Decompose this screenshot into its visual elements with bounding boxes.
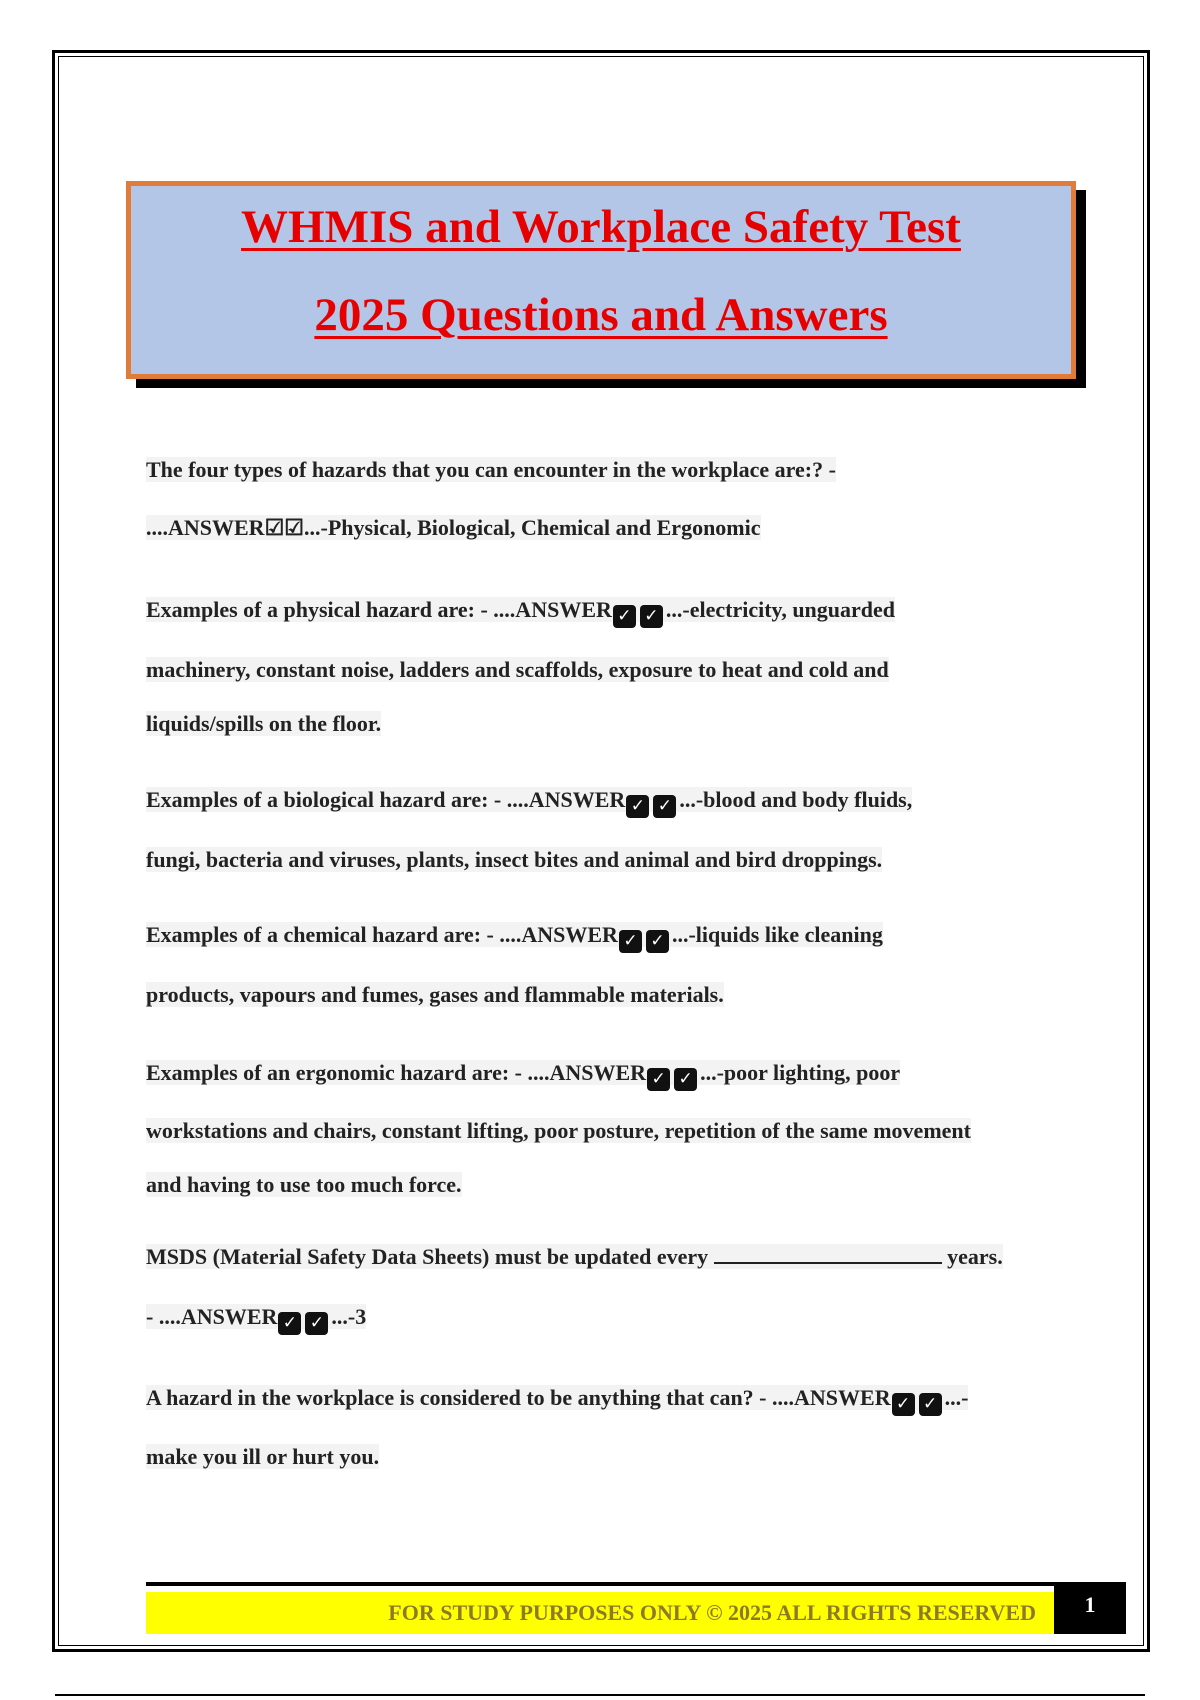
qa-item-biological-hazard xyxy=(146,785,1066,875)
answer-prefix: - ....ANSWER xyxy=(146,1304,278,1329)
check-mark-icon: ✓ xyxy=(653,795,676,818)
answer-text: workstations and chairs, constant lifting, poor posture, repetition of the same movement xyxy=(146,1118,971,1143)
fill-in-blank xyxy=(714,1242,942,1264)
page-bottom-rule xyxy=(55,1694,1145,1696)
answer-text: ...-3 xyxy=(331,1304,367,1329)
question-text: Examples of a chemical hazard are: - ....ANSWER xyxy=(146,922,618,947)
question-text: MSDS (Material Safety Data Sheets) must be updated every xyxy=(146,1244,709,1269)
footer-copyright: FOR STUDY PURPOSES ONLY © 2025 ALL RIGHTS RESERVED xyxy=(388,1600,1036,1625)
answer-text: make you ill or hurt you. xyxy=(146,1444,380,1469)
answer-text: ...-liquids like cleaning xyxy=(671,922,883,947)
answer-text: ...- xyxy=(944,1385,969,1410)
title-line-1: WHMIS and Workplace Safety Test xyxy=(241,201,961,253)
question-text: Examples of a physical hazard are: - ....ANSWER xyxy=(146,597,612,622)
answer-text: fungi, bacteria and viruses, plants, insect bites and animal and bird droppings. xyxy=(146,847,883,872)
qa-item-msds xyxy=(146,1242,1066,1332)
check-mark-icon: ✓ xyxy=(674,1068,697,1091)
check-mark-icon: ✓ xyxy=(646,930,669,953)
check-mark-icon: ✓ xyxy=(892,1393,915,1416)
check-mark-icon: ✓ xyxy=(640,605,663,628)
check-mark-icon: ✓ xyxy=(613,605,636,628)
check-mark-icon: ✓ xyxy=(919,1393,942,1416)
qa-item-hazard-definition xyxy=(146,1383,1066,1472)
qa-item-physical-hazard xyxy=(146,595,1066,739)
question-text: A hazard in the workplace is considered to be anything that can? - ....ANSWER xyxy=(146,1385,891,1410)
footer-rule xyxy=(146,1582,1126,1586)
question-text: The four types of hazards that you can encounter in the workplace are:? - xyxy=(146,457,836,482)
page-number: 1 xyxy=(1054,1584,1126,1634)
check-mark-icon: ✓ xyxy=(626,795,649,818)
answer-text: ...-poor lighting, poor xyxy=(700,1060,901,1085)
check-mark-icon: ✓ xyxy=(305,1312,328,1335)
answer-text: machinery, constant noise, ladders and scaffolds, exposure to heat and cold and xyxy=(146,657,889,682)
check-mark-icon: ✓ xyxy=(619,930,642,953)
qa-item-chemical-hazard xyxy=(146,920,1066,1010)
answer-text: products, vapours and fumes, gases and flammable materials. xyxy=(146,982,724,1007)
answer-text: ....ANSWER☑☑...-Physical, Biological, Chemical and Ergonomic xyxy=(146,515,761,540)
check-mark-icon: ✓ xyxy=(278,1312,301,1335)
qa-item-hazard-types xyxy=(146,455,1066,543)
question-text: Examples of an ergonomic hazard are: - ....ANSWER xyxy=(146,1060,647,1085)
question-text-suffix: years. xyxy=(947,1244,1003,1269)
check-mark-icon: ✓ xyxy=(647,1068,670,1091)
answer-text: and having to use too much force. xyxy=(146,1172,462,1197)
answer-text: ...-electricity, unguarded xyxy=(665,597,896,622)
title-box xyxy=(126,181,1076,379)
title-line-2: 2025 Questions and Answers xyxy=(314,289,888,341)
qa-item-ergonomic-hazard xyxy=(146,1058,1066,1200)
question-text: Examples of a biological hazard are: - ....ANSWER xyxy=(146,787,626,812)
answer-text: ...-blood and body fluids, xyxy=(679,787,913,812)
answer-text: liquids/spills on the floor. xyxy=(146,711,382,736)
